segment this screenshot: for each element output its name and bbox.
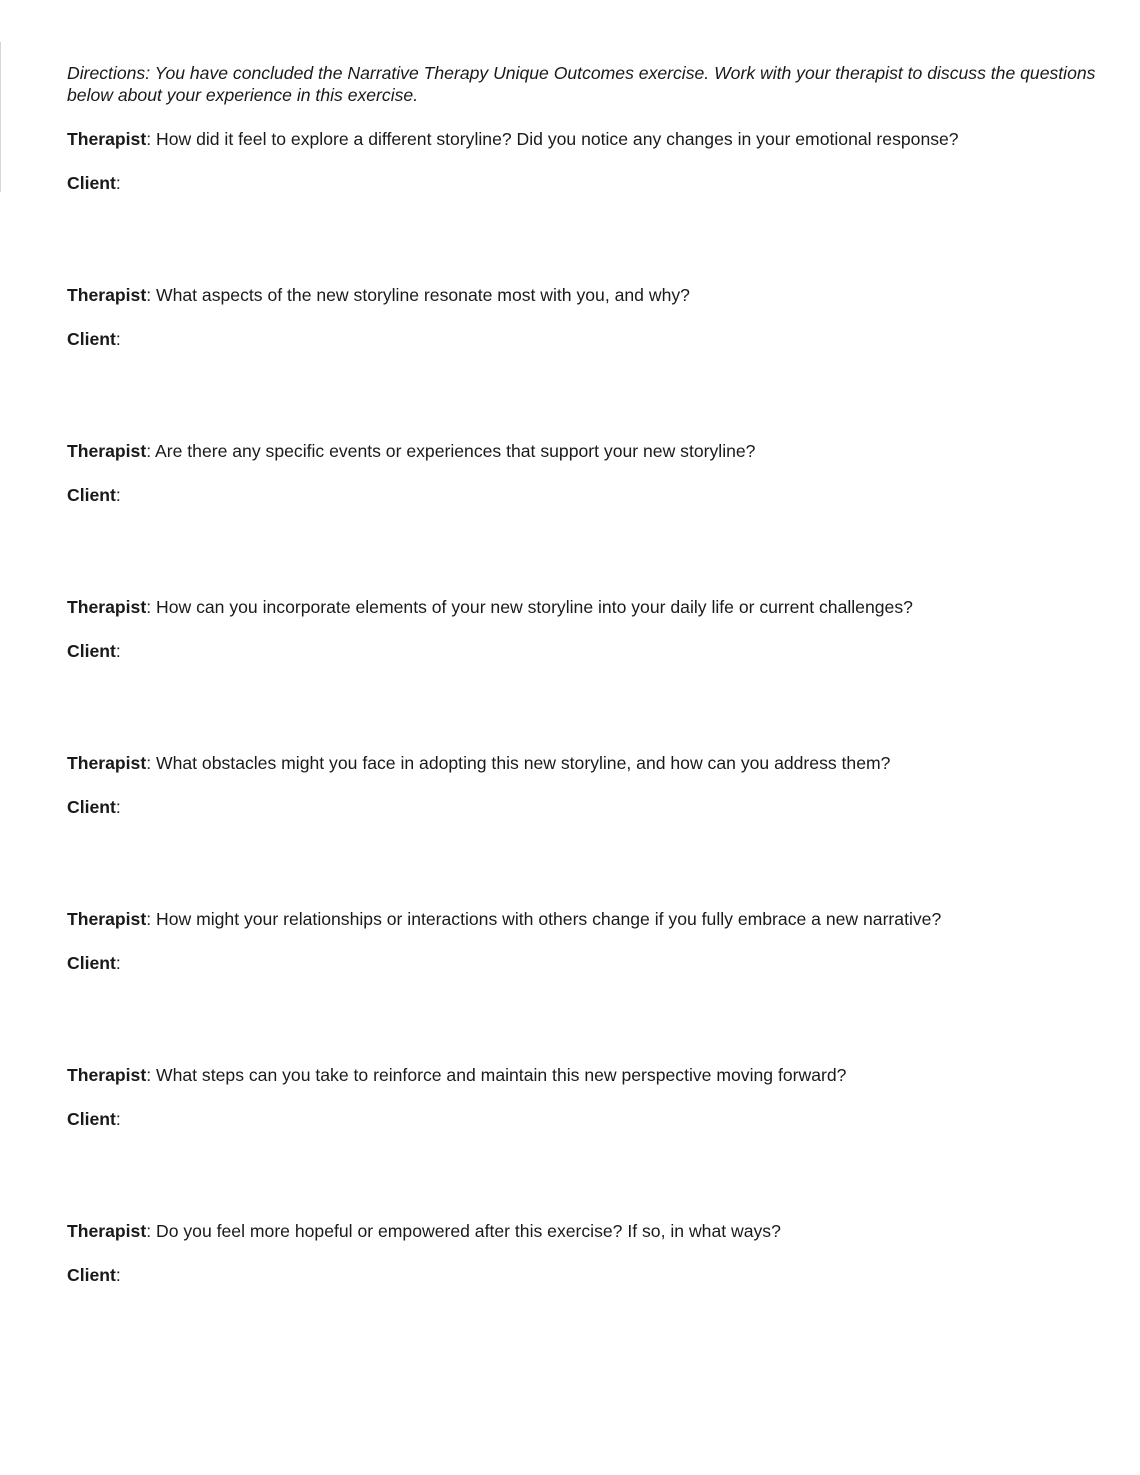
client-label: Client: [67, 953, 116, 973]
therapist-question: [67, 284, 1107, 306]
client-response[interactable]: [67, 1264, 1107, 1286]
therapist-label: Therapist: [67, 753, 147, 773]
therapist-label: Therapist: [67, 441, 147, 461]
question-text: How might your relationships or interactions with others change if you fully embrace a new narrative?: [155, 909, 942, 929]
client-response[interactable]: [67, 328, 1107, 350]
directions-text: Directions: You have concluded the Narrative Therapy Unique Outcomes exercise. Work with your therapist to discuss the questions below about your experience in this exercise.: [67, 63, 1096, 105]
therapist-label: Therapist: [67, 129, 147, 149]
therapist-label: Therapist: [67, 909, 147, 929]
therapist-question: [67, 908, 1107, 930]
qa-block-6: [67, 908, 1107, 974]
therapist-question: [67, 596, 1107, 618]
qa-block-7: [67, 1064, 1107, 1130]
label-separator: :: [146, 597, 152, 617]
label-separator: :: [115, 1109, 121, 1129]
client-label: Client: [67, 485, 116, 505]
client-response[interactable]: [67, 640, 1107, 662]
therapist-question: [67, 1220, 1107, 1242]
client-label: Client: [67, 329, 116, 349]
client-response[interactable]: [67, 952, 1107, 974]
label-separator: :: [146, 909, 152, 929]
label-separator: :: [115, 641, 121, 661]
label-separator: :: [146, 285, 152, 305]
label-separator: :: [115, 329, 121, 349]
label-separator: :: [146, 1065, 152, 1085]
label-separator: :: [115, 173, 121, 193]
page-edge-divider: [0, 42, 1, 192]
question-text: Do you feel more hopeful or empowered after this exercise? If so, in what ways?: [155, 1221, 781, 1241]
client-label: Client: [67, 1265, 116, 1285]
qa-block-1: [67, 128, 1107, 194]
worksheet-page: [67, 62, 1107, 1286]
therapist-label: Therapist: [67, 1065, 147, 1085]
client-label: Client: [67, 641, 116, 661]
question-text: What obstacles might you face in adopting this new storyline, and how can you address them?: [155, 753, 891, 773]
label-separator: :: [146, 753, 152, 773]
therapist-question: [67, 440, 1107, 462]
client-response[interactable]: [67, 1108, 1107, 1130]
label-separator: :: [115, 485, 121, 505]
client-response[interactable]: [67, 172, 1107, 194]
question-text: How can you incorporate elements of your new storyline into your daily life or current challenges?: [155, 597, 913, 617]
label-separator: :: [115, 953, 121, 973]
therapist-question: [67, 752, 1107, 774]
client-label: Client: [67, 797, 116, 817]
qa-block-4: [67, 596, 1107, 662]
therapist-question: [67, 1064, 1107, 1086]
therapist-label: Therapist: [67, 1221, 147, 1241]
question-text: How did it feel to explore a different storyline? Did you notice any changes in your emotional response?: [155, 129, 959, 149]
qa-block-8: [67, 1220, 1107, 1286]
client-response[interactable]: [67, 484, 1107, 506]
label-separator: :: [146, 1221, 152, 1241]
label-separator: :: [146, 129, 152, 149]
label-separator: :: [115, 797, 121, 817]
qa-block-2: [67, 284, 1107, 350]
qa-block-3: [67, 440, 1107, 506]
client-response[interactable]: [67, 796, 1107, 818]
therapist-question: [67, 128, 1107, 150]
question-text: What steps can you take to reinforce and maintain this new perspective moving forward?: [155, 1065, 847, 1085]
qa-block-5: [67, 752, 1107, 818]
client-label: Client: [67, 1109, 116, 1129]
client-label: Client: [67, 173, 116, 193]
question-text: What aspects of the new storyline resonate most with you, and why?: [155, 285, 690, 305]
therapist-label: Therapist: [67, 285, 147, 305]
therapist-label: Therapist: [67, 597, 147, 617]
label-separator: :: [115, 1265, 121, 1285]
question-text: Are there any specific events or experiences that support your new storyline?: [155, 441, 756, 461]
label-separator: :: [146, 441, 152, 461]
